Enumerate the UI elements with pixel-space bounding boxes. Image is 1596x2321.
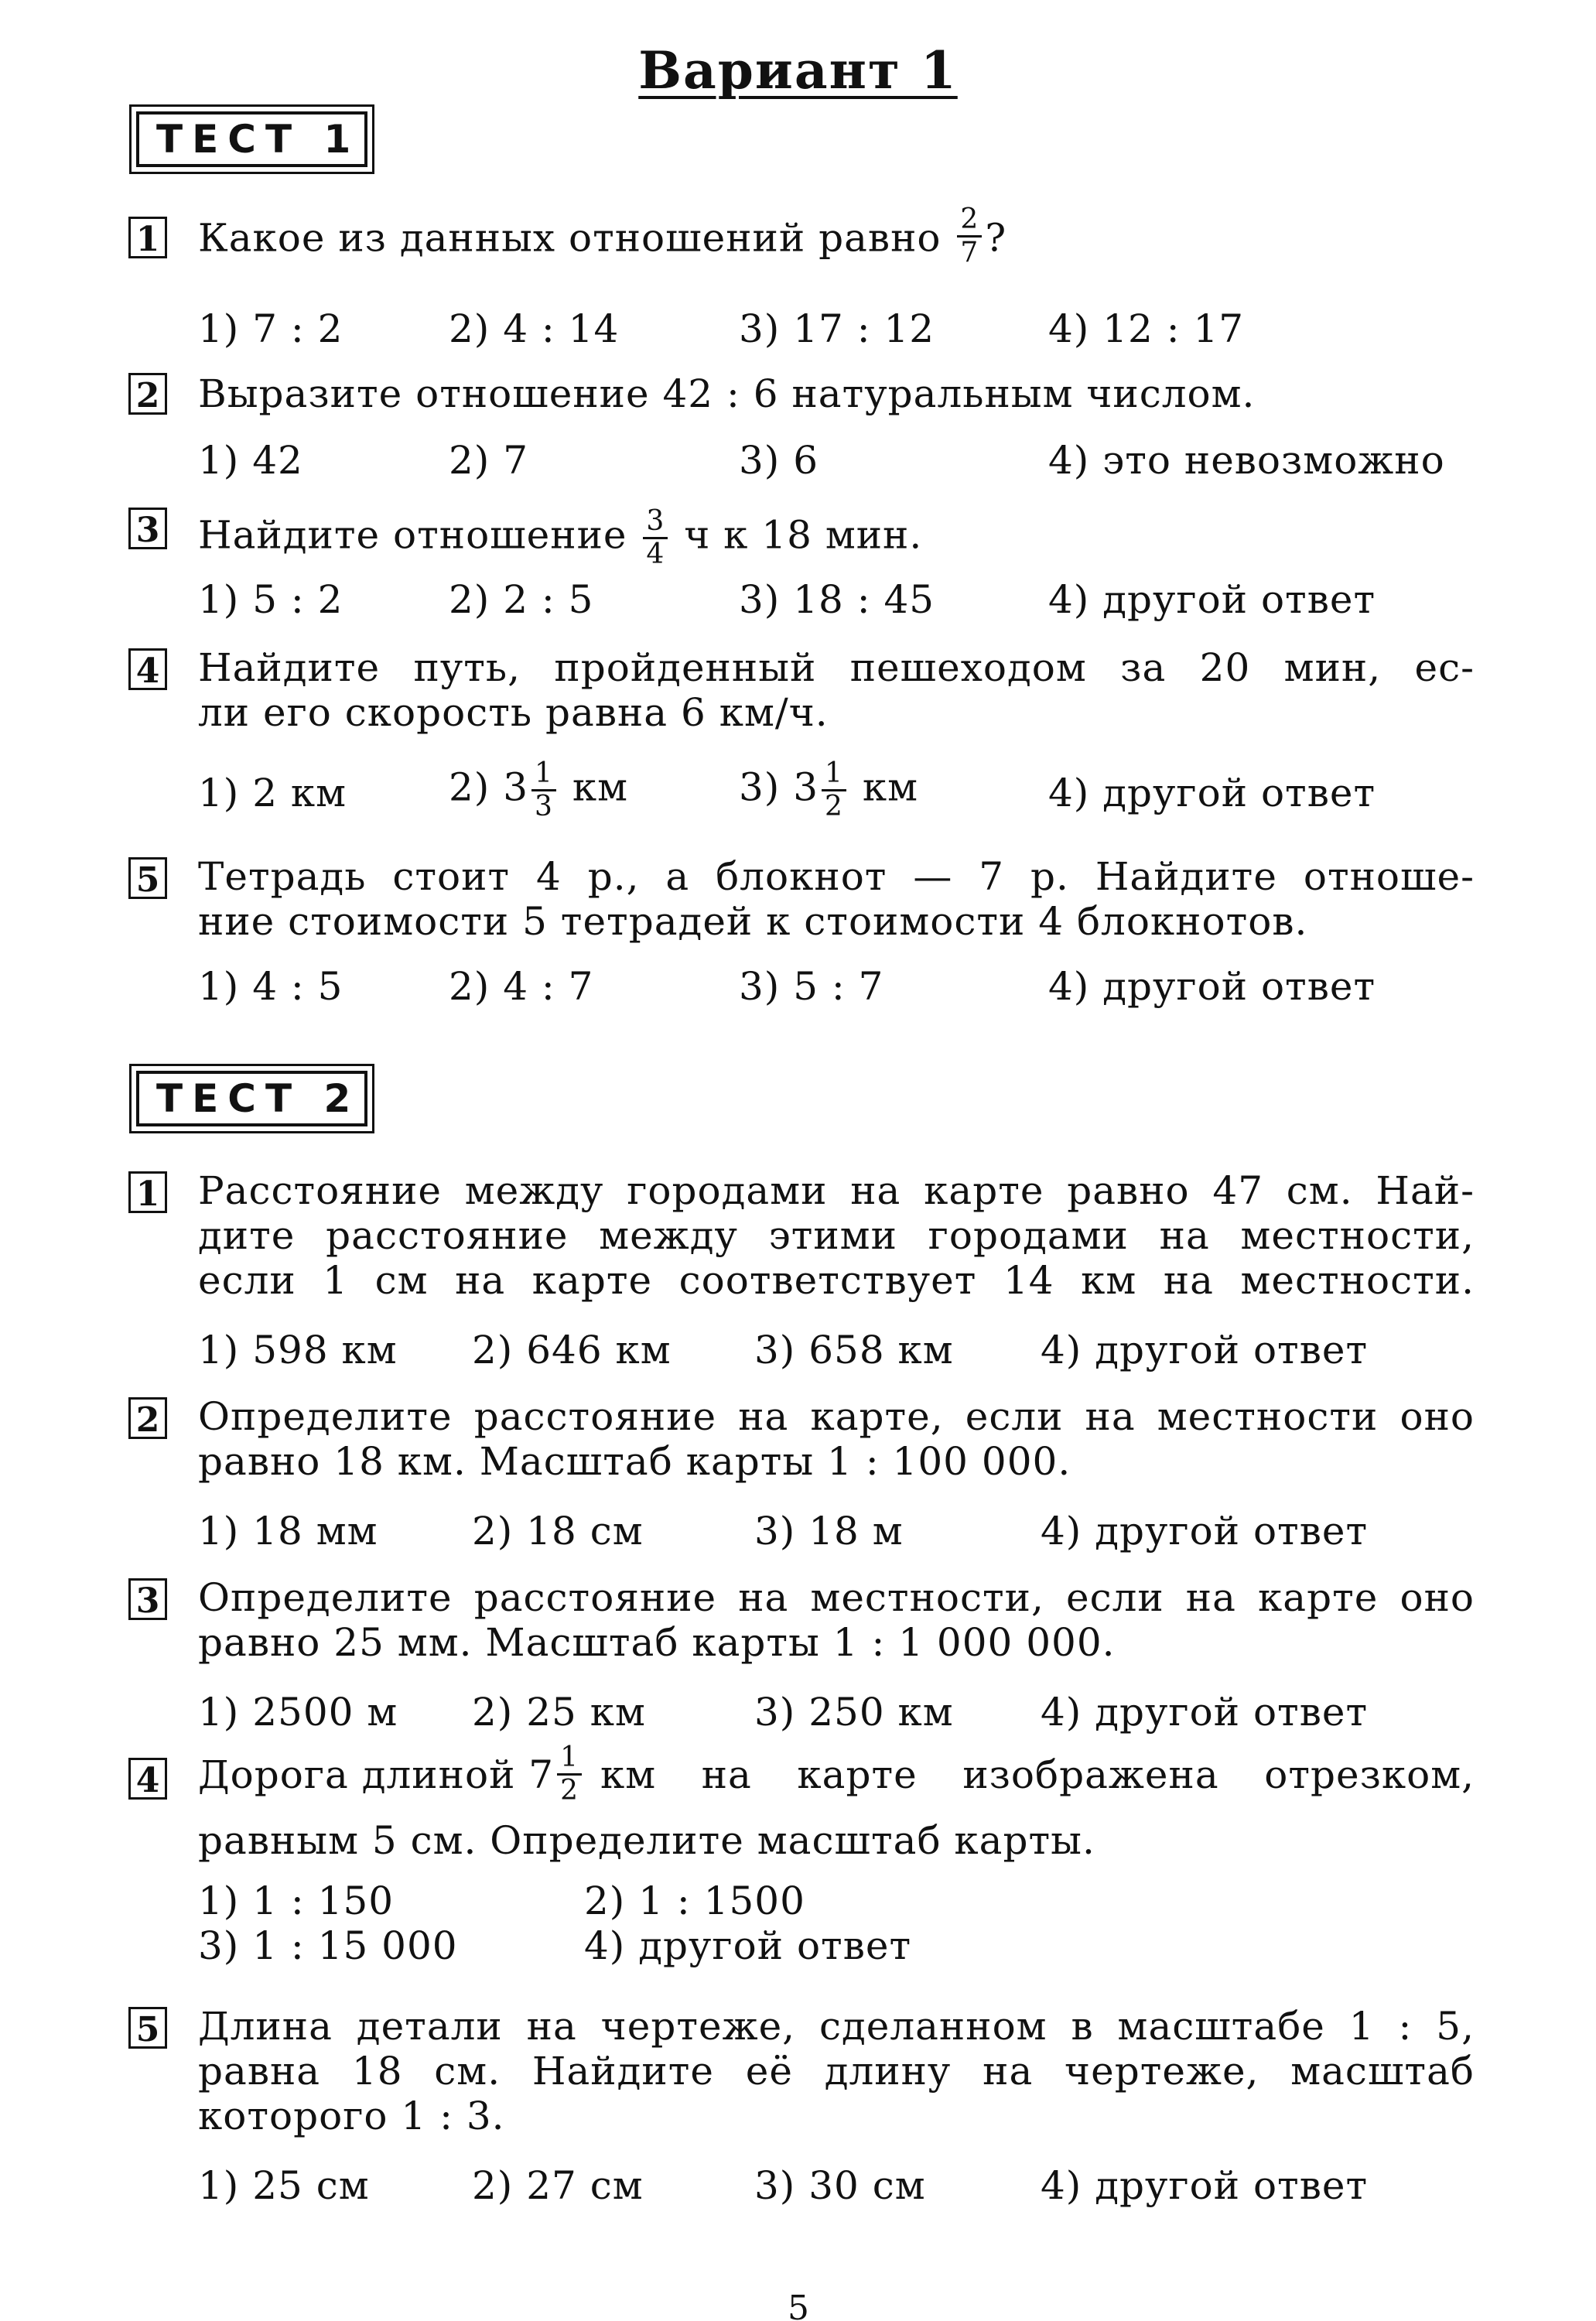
question-line: дите расстояние между этими городами на местности, — [198, 1213, 1475, 1258]
answer-option: 4) другой ответ — [584, 1923, 912, 1968]
answer-option: 2) 2 : 5 — [449, 577, 594, 622]
question-line: равна 18 см. Найдите её длину на чертеже, масштаб — [198, 2049, 1475, 2094]
answer-option: 3) 6 — [739, 438, 819, 483]
answer-option: 1) 7 : 2 — [198, 306, 343, 351]
question-line: Определите расстояние на местности, если на карте оно — [198, 1575, 1475, 1620]
answer-option: 4) другой ответ — [1048, 577, 1376, 622]
question-number: 5 — [128, 857, 167, 899]
question-line: если 1 см на карте соответствует 14 км на местности. — [198, 1258, 1475, 1303]
answer-option: 3) 18 м — [754, 1509, 904, 1554]
answer-option: 3) 18 : 45 — [739, 577, 935, 622]
answer-option: 1) 18 мм — [198, 1509, 378, 1554]
question-text: Найдите отношение $\frac{3}{4}$ ч к 18 мин. — [198, 505, 923, 570]
question-line: Дорога длиной 7 $\frac{1}{2}$ км на карте изображена отрезком, — [198, 1742, 1475, 1807]
fraction: $\frac{3}{4}$ — [643, 506, 668, 570]
answer-option: 1) 1 : 150 — [198, 1878, 395, 1923]
answer-option: 1) 4 : 5 — [198, 964, 343, 1009]
answer-option: 1) 25 см — [198, 2163, 370, 2208]
question-number: 3 — [128, 508, 167, 549]
answer-option: 1) 42 — [198, 438, 303, 483]
answer-option: 3) 5 : 7 — [739, 964, 884, 1009]
answer-option: 3) 658 км — [754, 1328, 954, 1372]
question-number: 1 — [128, 217, 167, 258]
question-number: 2 — [128, 1397, 167, 1439]
fraction: $\frac{1}{2}$ — [822, 758, 846, 822]
answer-option: 4) другой ответ — [1041, 1690, 1369, 1735]
answer-option: 1) 5 : 2 — [198, 577, 343, 622]
answer-option: 3) 30 см — [754, 2163, 926, 2208]
question-text: Выразите отношение 42 : 6 натуральным числом. — [198, 371, 1256, 416]
answer-option: 2) 4 : 14 — [449, 306, 620, 351]
answer-option: 1) 598 км — [198, 1328, 398, 1372]
answer-option: 2) 7 — [449, 438, 529, 483]
fraction: $\frac{2}{7}$ — [957, 204, 982, 268]
fraction: $\frac{1}{2}$ — [557, 1742, 582, 1807]
answer-option: 4) 12 : 17 — [1048, 306, 1245, 351]
question-line: Найдите путь, пройденный пешеходом за 20 мин, ес- — [198, 645, 1475, 690]
answer-option: 4) другой ответ — [1041, 2163, 1369, 2208]
answer-option: 4) это невозможно — [1048, 438, 1445, 483]
answer-option: 4) другой ответ — [1048, 964, 1376, 1009]
answer-option: 2) 646 км — [472, 1328, 672, 1372]
question-number: 4 — [128, 1758, 167, 1800]
question-text: Какое из данных отношений равно $\frac{2}{7}$ ? — [198, 203, 1007, 268]
answer-option: 3) 3 $\frac{1}{2}$ км — [739, 757, 918, 822]
question-number: 3 — [128, 1578, 167, 1620]
answer-option: 3) 1 : 15 000 — [198, 1923, 458, 1968]
question-line: Определите расстояние на карте, если на местности оно — [198, 1394, 1475, 1439]
answer-option: 1) 2500 м — [198, 1690, 398, 1735]
answer-option: 2) 3 $\frac{1}{3}$ км — [449, 757, 628, 822]
question-line: Тетрадь стоит 4 р., а блокнот — 7 р. Найдите отноше- — [198, 854, 1475, 899]
question-line: Расстояние между городами на карте равно 47 см. Най- — [198, 1168, 1475, 1213]
answer-option: 2) 27 см — [472, 2163, 644, 2208]
question-line: ние стоимости 5 тетрадей к стоимости 4 блокнотов. — [198, 899, 1308, 944]
question-number: 2 — [128, 373, 167, 415]
question-line: равно 25 мм. Масштаб карты 1 : 1 000 000. — [198, 1620, 1116, 1665]
test-1-label: ТЕСТ 1 — [136, 111, 367, 167]
answer-option: 1) 2 км — [198, 771, 347, 815]
question-number: 4 — [128, 648, 167, 690]
page-title: Вариант 1 — [638, 40, 958, 101]
answer-option: 3) 250 км — [754, 1690, 954, 1735]
answer-option: 2) 4 : 7 — [449, 964, 594, 1009]
question-number: 1 — [128, 1171, 167, 1213]
fraction: $\frac{1}{3}$ — [531, 758, 556, 822]
question-line: равным 5 см. Определите масштаб карты. — [198, 1818, 1095, 1863]
answer-option: 2) 1 : 1500 — [584, 1878, 805, 1923]
answer-option: 4) другой ответ — [1048, 771, 1376, 815]
answer-option: 2) 25 км — [472, 1690, 646, 1735]
question-line: равно 18 км. Масштаб карты 1 : 100 000. — [198, 1439, 1071, 1484]
answer-option: 2) 18 см — [472, 1509, 644, 1554]
page-number: 5 — [788, 2289, 809, 2321]
answer-option: 4) другой ответ — [1041, 1328, 1369, 1372]
question-line: Длина детали на чертеже, сделанном в масштабе 1 : 5, — [198, 2004, 1475, 2049]
answer-option: 3) 17 : 12 — [739, 306, 935, 351]
question-line: ли его скорость равна 6 км/ч. — [198, 690, 829, 735]
question-line: которого 1 : 3. — [198, 2094, 505, 2138]
test-2-label: ТЕСТ 2 — [136, 1071, 367, 1126]
answer-option: 4) другой ответ — [1041, 1509, 1369, 1554]
question-number: 5 — [128, 2007, 167, 2049]
